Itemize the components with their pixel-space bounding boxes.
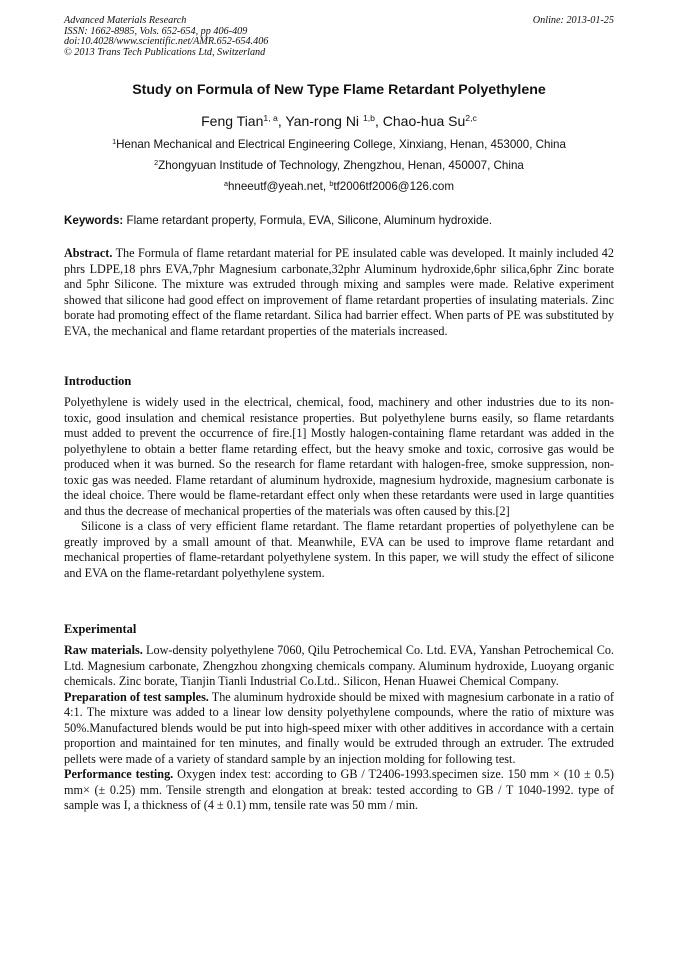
email-text: tf2006tf2006@126.com (333, 180, 455, 193)
journal-name: Advanced Materials Research (64, 15, 187, 26)
abstract-text: The Formula of flame retardant material for PE insulated cable was developed. It mainly included 42 phrs LDPE,18 phrs EVA,7phr Magnesium carbonate,32phr Aluminum hydroxide,6phr silica,6phr Zinc borate and 5phr Silicone. The mixture was extruded through mixing and samples were made. Relative experiment showed that silicone had good effect on improvement of flame retardant properties of insulating materials. Zinc borate had promoting effect of the flame retardant. Silica had barrier effect. When parts of PE was substituted by EVA, the mechanical and flame retardant properties of the materials increased. (64, 246, 614, 338)
author-superscript: 2,c (465, 113, 477, 124)
author-superscript: 1, a (263, 113, 278, 124)
author-name: Feng Tian (201, 113, 264, 129)
doi-line: doi:10.4028/www.scientific.net/AMR.652-654.406 (64, 36, 269, 47)
experimental-heading: Experimental (64, 622, 137, 636)
author-list (30, 113, 648, 129)
abstract-paragraph (64, 246, 614, 339)
affiliation-1 (30, 138, 648, 151)
performance-label: Performance testing. (64, 767, 174, 782)
journal-header (64, 16, 268, 58)
performance-text: Oxygen index test: according to GB / T2406-1993.specimen size. 150 mm × (10 ± 0.5) mm× (± 0.25) mm. Tensile strength and elongation at break: tested according to GB / T 1040-1992. type of sample was I, a thickness of (4 ± 0.1) mm, tensile rate was 50 mm / min. (64, 767, 614, 813)
author-name: Chao-hua Su (382, 113, 466, 129)
introduction-section (64, 395, 614, 582)
author-superscript: 1,b (362, 113, 375, 124)
affiliation-marker: 2 (154, 158, 159, 168)
email-marker: b (329, 179, 334, 189)
keywords-text: Flame retardant property, Formula, EVA, Silicone, Aluminum hydroxide. (123, 214, 493, 227)
email-marker: a (223, 179, 228, 189)
performance-paragraph (64, 767, 614, 814)
issn-line: ISSN: 1662-8985, Vols. 652-654, pp 406-409 (64, 25, 248, 37)
affiliation-2 (30, 159, 648, 172)
affiliation-text: Henan Mechanical and Electrical Engineering College, Xinxiang, Henan, 453000, China (116, 138, 566, 151)
copyright-line: © 2013 Trans Tech Publications Ltd, Switzerland (64, 46, 266, 58)
abstract-label: Abstract. (64, 246, 113, 260)
raw-materials-paragraph (64, 643, 614, 690)
author-separator: , (375, 113, 383, 129)
online-date: Online: 2013-01-25 (532, 15, 614, 26)
paper-title: Study on Formula of New Type Flame Retardant Polyethylene (132, 82, 546, 98)
affiliation-text: Zhongyuan Institude of Technology, Zhengzhou, Henan, 450007, China (158, 159, 524, 172)
introduction-heading: Introduction (64, 374, 132, 388)
author-emails (30, 180, 648, 193)
raw-materials-label: Raw materials. (64, 643, 143, 657)
preparation-paragraph (64, 690, 614, 768)
raw-materials-text: Low-density polyethylene 7060, Qilu Petrochemical Co. Ltd. EVA, Yanshan Petrochemical Co. Ltd. Magnesium carbonate, Zhengzhou zhongxing chemicals company. Aluminum hydroxide, Luoyang organic chemicals. Zinc borate, Tianjin Tianli Industrial Co.Ltd.. Silicon, Henan Huawei Chemical Company. (64, 643, 614, 689)
author-name: Yan-rong Ni (285, 113, 363, 129)
experimental-section (64, 643, 614, 814)
introduction-paragraph-2: Silicone is a class of very efficient flame retardant. The flame retardant properties of polyethylene can be greatly improved by a small amount of that. Meanwhile, EVA can be used to improve flame retardant and mechanical properties of flame-retardant polyethylene system. In this paper, we will study the effect of silicone and EVA on the flame-retardant polyethylene system. (64, 519, 614, 581)
email-text: hneeutf@yeah.net, (227, 180, 330, 193)
preparation-text: The aluminum hydroxide should be mixed with magnesium carbonate in a ratio of 4:1. The mixture was added to a linear low density polyethylene compounds, where the ratio of mixture was 50%.Manufactured blends would be put into high-speed mixer with other additives in accordance with a certain proportion and maintained for ten minutes, and finally would be extruded through an extruder. The extruded pellets were made of a variety of standard sample by an injection molding for following test. (64, 689, 614, 766)
affiliation-marker: 1 (112, 137, 117, 147)
abstract (64, 246, 614, 339)
introduction-paragraph-1: Polyethylene is widely used in the electrical, chemical, food, machinery and other industries due to its non-toxic, good insulation and chemical resistance properties. But polyethylene burns easily, so flame retardants must added to prevent the occurrence of fire.[1] Mostly halogen-containing flame retardant was added in the polyethylene to obtain a better flame retarding effect, but the heavy smoke and toxic, corrosive gas would be produced when it was burned. So the research for flame retardant with halogen-free, smoke suppression, non-toxic gas was needed. Flame retardant of aluminum hydroxide, magnesium hydroxide, magnesium carbonate is the ideal choice. There would be flame-retardant effect only when these retardants were used in large quantities and thus the decrease of mechanical properties of the materials was often caused by this.[2] (64, 395, 614, 518)
keywords (64, 214, 614, 227)
author-separator: , (277, 113, 286, 129)
preparation-label: Preparation of test samples. (64, 689, 209, 704)
keywords-label: Keywords: (64, 214, 124, 227)
